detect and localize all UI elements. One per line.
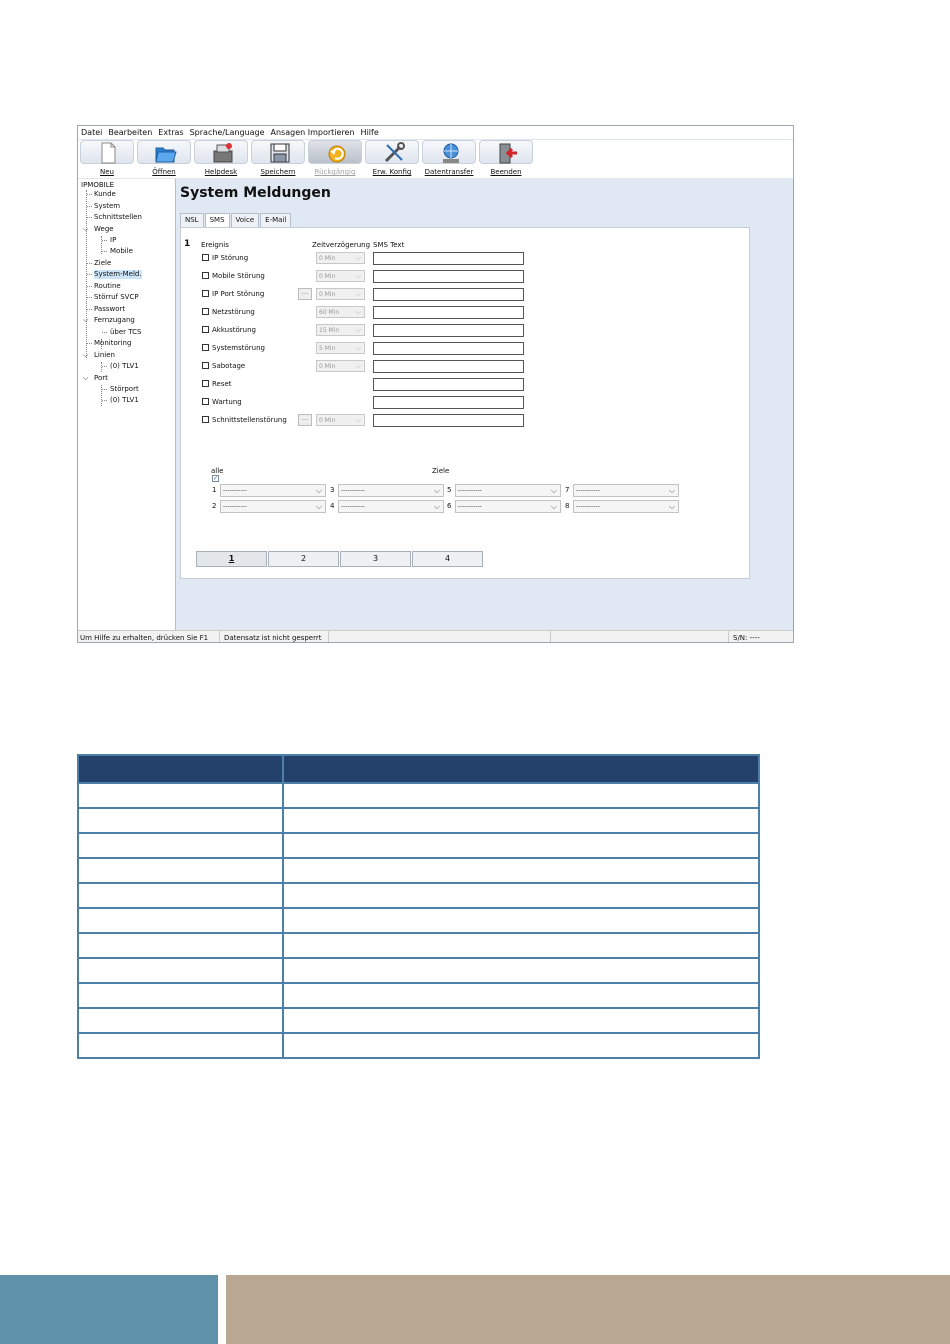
event-checkbox[interactable] bbox=[202, 308, 209, 315]
table-cell bbox=[78, 933, 283, 958]
save-button[interactable] bbox=[250, 140, 306, 178]
page-button-1[interactable]: 1 bbox=[196, 551, 267, 567]
alle-label: alle bbox=[211, 467, 224, 475]
more-options-button[interactable]: ... bbox=[298, 414, 312, 426]
exit-door-icon bbox=[497, 142, 519, 164]
footer-band-left bbox=[0, 1275, 218, 1344]
sms-text-column-header: SMS Text bbox=[373, 241, 405, 249]
exit-button-label: Beenden bbox=[490, 168, 522, 176]
toolbar bbox=[78, 140, 793, 178]
target-number: 8 bbox=[565, 502, 570, 510]
advanced-config-button-label: Erw. Konfig bbox=[372, 168, 412, 176]
table-header-row bbox=[78, 755, 759, 783]
menu-hilfe[interactable]: Hilfe bbox=[360, 128, 379, 137]
target-number: 3 bbox=[330, 486, 335, 494]
table-row bbox=[78, 958, 759, 983]
delay-select[interactable]: 15 Min ⌵ bbox=[316, 324, 365, 336]
sms-text-field[interactable] bbox=[373, 306, 524, 319]
delay-select[interactable]: 0 Min ⌵ bbox=[316, 288, 365, 300]
helpdesk-icon bbox=[212, 142, 234, 164]
delay-column-header: Zeitverzögerung bbox=[312, 241, 371, 249]
tree-kunde[interactable]: Kunde bbox=[94, 190, 116, 198]
section-number: 1 bbox=[184, 239, 191, 249]
document-table bbox=[77, 754, 760, 1059]
event-checkbox[interactable] bbox=[202, 344, 209, 351]
application-window bbox=[77, 125, 794, 643]
tree-ziele[interactable]: Ziele bbox=[94, 259, 112, 267]
tree-expand-port-icon[interactable]: ⌵ bbox=[83, 374, 89, 382]
chevron-down-icon: ⌵ bbox=[433, 486, 440, 495]
table-cell bbox=[283, 933, 759, 958]
tree-passwort[interactable]: Passwort bbox=[94, 305, 126, 313]
menu-datei[interactable]: Datei bbox=[81, 128, 103, 137]
navigation-tree bbox=[78, 179, 176, 630]
sms-text-field[interactable] bbox=[373, 342, 524, 355]
chevron-down-icon: ⌵ bbox=[315, 502, 322, 511]
chevron-down-icon: ⌵ bbox=[355, 308, 361, 316]
table-row bbox=[78, 883, 759, 908]
tree-fernzugang[interactable]: Fernzugang bbox=[94, 316, 135, 324]
table-row bbox=[78, 933, 759, 958]
open-folder-icon bbox=[155, 142, 177, 164]
alle-checkbox[interactable]: ✓ bbox=[213, 475, 219, 482]
chevron-down-icon: ⌵ bbox=[355, 362, 361, 370]
footer-band-right bbox=[226, 1275, 950, 1344]
tree-expand-fernzugang-icon[interactable]: ⌵ bbox=[83, 316, 89, 324]
tree-linien-tlv1[interactable]: (0) TLV1 bbox=[110, 362, 139, 370]
event-label: Sabotage bbox=[212, 362, 246, 370]
menu-extras[interactable]: Extras bbox=[158, 128, 184, 137]
table-cell bbox=[283, 833, 759, 858]
sms-text-field[interactable] bbox=[373, 270, 524, 283]
table-cell bbox=[78, 983, 283, 1008]
status-lock-text: Datensatz ist nicht gesperrt bbox=[224, 634, 322, 642]
tree-expand-linien-icon[interactable]: ⌵ bbox=[83, 351, 89, 359]
table-header-cell bbox=[78, 755, 283, 783]
table-cell bbox=[283, 858, 759, 883]
target-select[interactable]: ----------- ⌵ bbox=[338, 500, 444, 513]
table-row bbox=[78, 858, 759, 883]
delay-select[interactable]: 5 Min ⌵ bbox=[316, 342, 365, 354]
chevron-down-icon: ⌵ bbox=[668, 486, 675, 495]
event-label: Netzstörung bbox=[212, 308, 255, 316]
table-row bbox=[78, 1008, 759, 1033]
table-row bbox=[78, 983, 759, 1008]
event-label: Wartung bbox=[212, 398, 242, 406]
tree-linien[interactable]: Linien bbox=[94, 351, 115, 359]
page-title: System Meldungen bbox=[180, 185, 331, 201]
tab-sms[interactable]: SMS bbox=[205, 213, 230, 228]
target-select[interactable]: ----------- ⌵ bbox=[220, 500, 326, 513]
tab-nsl[interactable]: NSL bbox=[180, 213, 204, 228]
table-row bbox=[78, 783, 759, 808]
sms-text-field[interactable] bbox=[373, 360, 524, 373]
menu-bar bbox=[78, 126, 793, 139]
target-number: 6 bbox=[447, 502, 452, 510]
tree-ip[interactable]: IP bbox=[110, 236, 117, 244]
tree-mobile[interactable]: Mobile bbox=[110, 247, 133, 255]
table-cell bbox=[78, 808, 283, 833]
target-select[interactable]: ----------- ⌵ bbox=[220, 484, 326, 497]
main-content bbox=[178, 179, 792, 630]
new-document-icon bbox=[98, 142, 118, 164]
table-cell bbox=[78, 908, 283, 933]
page-button-3[interactable]: 3 bbox=[340, 551, 411, 567]
tree-schnittstellen[interactable]: Schnittstellen bbox=[94, 213, 142, 221]
tools-icon bbox=[383, 142, 405, 164]
table-header-cell bbox=[283, 755, 759, 783]
advanced-config-button[interactable] bbox=[364, 140, 420, 178]
table-cell bbox=[78, 833, 283, 858]
undo-icon bbox=[326, 142, 348, 164]
tree-system-meld[interactable]: System-Meld. bbox=[94, 270, 142, 278]
menu-bearbeiten[interactable]: Bearbeiten bbox=[108, 128, 153, 137]
delay-select[interactable]: 0 Min ⌵ bbox=[316, 360, 365, 372]
event-label: Mobile Störung bbox=[212, 272, 265, 280]
target-number: 1 bbox=[212, 486, 217, 494]
sms-text-field[interactable] bbox=[373, 324, 524, 337]
helpdesk-button-label: Helpdesk bbox=[204, 168, 238, 176]
undo-button-label: Rückgängig bbox=[314, 168, 356, 176]
new-button[interactable] bbox=[79, 140, 135, 178]
open-button[interactable] bbox=[136, 140, 192, 178]
tab-bar bbox=[180, 213, 292, 227]
table-cell bbox=[283, 783, 759, 808]
table-cell bbox=[78, 883, 283, 908]
event-checkbox[interactable] bbox=[202, 272, 209, 279]
chevron-down-icon: ⌵ bbox=[355, 326, 361, 334]
table-cell bbox=[283, 1033, 759, 1058]
save-disk-icon bbox=[269, 142, 291, 164]
tree-ueber-tcs[interactable]: über TCS bbox=[110, 328, 142, 336]
status-serial-text: S/N: ---- bbox=[733, 634, 760, 642]
event-label: Reset bbox=[212, 380, 232, 388]
event-label: Systemstörung bbox=[212, 344, 265, 352]
save-button-label: Speichern bbox=[260, 168, 296, 176]
tree-root-ipmobile[interactable]: IPMOBILE bbox=[81, 181, 115, 189]
status-help-text: Um Hilfe zu erhalten, drücken Sie F1 bbox=[80, 634, 209, 642]
tab-email[interactable]: E-Mail bbox=[260, 213, 291, 228]
tree-wege[interactable]: Wege bbox=[94, 225, 114, 233]
new-button-label: Neu bbox=[100, 168, 114, 176]
event-label: IP Störung bbox=[212, 254, 249, 262]
table-cell bbox=[78, 1008, 283, 1033]
chevron-down-icon: ⌵ bbox=[355, 416, 361, 424]
target-select[interactable]: ----------- ⌵ bbox=[573, 500, 679, 513]
chevron-down-icon: ⌵ bbox=[550, 502, 557, 511]
target-number: 5 bbox=[447, 486, 452, 494]
table-cell bbox=[283, 958, 759, 983]
page-button-2[interactable]: 2 bbox=[268, 551, 339, 567]
chevron-down-icon: ⌵ bbox=[355, 272, 361, 280]
event-column-header: Ereignis bbox=[201, 241, 229, 249]
target-number: 7 bbox=[565, 486, 570, 494]
delay-select[interactable]: 0 Min ⌵ bbox=[316, 414, 365, 426]
table-cell bbox=[78, 1033, 283, 1058]
chevron-down-icon: ⌵ bbox=[355, 254, 361, 262]
tree-port-tlv1[interactable]: (0) TLV1 bbox=[110, 396, 139, 404]
tree-stoerport[interactable]: Störport bbox=[110, 385, 139, 393]
chevron-down-icon: ⌵ bbox=[355, 290, 361, 298]
tree-system[interactable]: System bbox=[94, 202, 121, 210]
tree-stoerruf-svcp[interactable]: Störruf SVCP bbox=[94, 293, 139, 301]
event-checkbox[interactable] bbox=[202, 416, 209, 423]
sms-text-field[interactable] bbox=[373, 288, 524, 301]
event-checkbox[interactable] bbox=[202, 398, 209, 405]
table-cell bbox=[283, 983, 759, 1008]
tab-voice[interactable]: Voice bbox=[231, 213, 260, 228]
data-transfer-button[interactable] bbox=[421, 140, 477, 178]
target-select[interactable]: ----------- ⌵ bbox=[573, 484, 679, 497]
tree-monitoring[interactable]: Monitoring bbox=[94, 339, 132, 347]
table-row bbox=[78, 833, 759, 858]
helpdesk-button[interactable] bbox=[193, 140, 249, 178]
delay-select[interactable]: 60 Min ⌵ bbox=[316, 306, 365, 318]
chevron-down-icon: ⌵ bbox=[355, 344, 361, 352]
event-label: Akkustörung bbox=[212, 326, 256, 334]
sms-text-field[interactable] bbox=[373, 396, 524, 409]
event-checkbox[interactable] bbox=[202, 380, 209, 387]
page-button-4[interactable]: 4 bbox=[412, 551, 483, 567]
target-number: 2 bbox=[212, 502, 217, 510]
table-cell bbox=[283, 808, 759, 833]
event-label: Schnittstellenstörung bbox=[212, 416, 287, 424]
event-checkbox[interactable] bbox=[202, 254, 209, 261]
tree-expand-wege-icon[interactable]: ⌵ bbox=[83, 225, 89, 233]
table-cell bbox=[78, 858, 283, 883]
open-button-label: Öffnen bbox=[152, 168, 176, 176]
table-row bbox=[78, 808, 759, 833]
table-cell bbox=[78, 783, 283, 808]
event-checkbox[interactable] bbox=[202, 362, 209, 369]
target-number: 4 bbox=[330, 502, 335, 510]
table-cell bbox=[283, 908, 759, 933]
data-transfer-icon bbox=[440, 142, 462, 164]
event-checkbox[interactable] bbox=[202, 326, 209, 333]
delay-select[interactable]: 0 Min ⌵ bbox=[316, 252, 365, 264]
table-row bbox=[78, 1033, 759, 1058]
tree-routine[interactable]: Routine bbox=[94, 282, 121, 290]
event-label: IP Port Störung bbox=[212, 290, 265, 298]
chevron-down-icon: ⌵ bbox=[315, 486, 322, 495]
target-select[interactable]: ----------- ⌵ bbox=[338, 484, 444, 497]
table-cell bbox=[283, 883, 759, 908]
status-bar bbox=[78, 630, 793, 643]
table-row bbox=[78, 908, 759, 933]
sms-settings-panel bbox=[180, 227, 750, 579]
target-select[interactable]: ----------- ⌵ bbox=[455, 500, 561, 513]
chevron-down-icon: ⌵ bbox=[550, 486, 557, 495]
more-options-button[interactable]: ... bbox=[298, 288, 312, 300]
event-checkbox[interactable] bbox=[202, 290, 209, 297]
undo-button[interactable] bbox=[307, 140, 363, 178]
menu-ansagen-importieren[interactable]: Ansagen Importieren bbox=[270, 128, 355, 137]
exit-button[interactable] bbox=[478, 140, 534, 178]
sms-text-field[interactable] bbox=[373, 414, 524, 427]
sms-text-field[interactable] bbox=[373, 252, 524, 265]
tree-port[interactable]: Port bbox=[94, 374, 108, 382]
table-cell bbox=[78, 958, 283, 983]
data-transfer-button-label: Datentransfer bbox=[424, 168, 474, 176]
delay-select[interactable]: 0 Min ⌵ bbox=[316, 270, 365, 282]
target-select[interactable]: ----------- ⌵ bbox=[455, 484, 561, 497]
ziele-label: Ziele bbox=[432, 467, 450, 475]
chevron-down-icon: ⌵ bbox=[433, 502, 440, 511]
menu-sprache[interactable]: Sprache/Language bbox=[189, 128, 265, 137]
sms-text-field[interactable] bbox=[373, 378, 524, 391]
chevron-down-icon: ⌵ bbox=[668, 502, 675, 511]
table-cell bbox=[283, 1008, 759, 1033]
